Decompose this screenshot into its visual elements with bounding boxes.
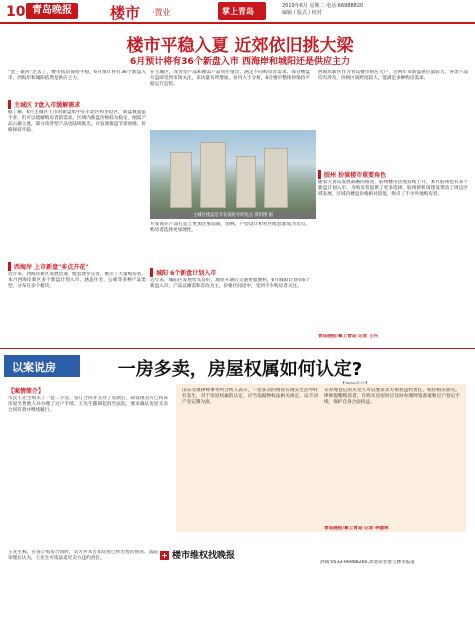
masthead <box>0 0 475 24</box>
footer-info: 热线:0532-66988260,欢迎读者参与楼市报道 <box>320 560 415 565</box>
case-badge <box>4 355 80 377</box>
article-column-3: 在主城区，改善型产品和刚需产品同步推出，满足不同购房者需求。部分楼盘开盘即受到市场关注，来访量有所增加。业内人士分析，6月楼市整体将保持平稳运行态势。 <box>150 70 310 87</box>
paper-logo: 青岛晚报 <box>26 3 78 19</box>
article-column-6: 西海岸新区作为青岛楼市供应大户，近两年来新盘供应量较大，各类产品均有涉及，价格区间跨度较大，能满足多种购房需求。 <box>318 70 468 81</box>
reporter-credit: 青岛晚报/掌上青岛 记者 王兴 <box>318 334 379 339</box>
lawyer-text-1: 山东文康律师事务所合伙人表示，一房多卖的情况在现实生活中时有发生，对于房屋权属的认定，应当依据物权法相关规定，以不动产登记簿为准。 <box>182 388 318 405</box>
lawyer-text-2: 未办理登记的买受人可以要求卖方承担违约责任，赔偿相应损失。律师提醒购房者，在购买房屋时应及时办理网签备案和过户登记手续，保护自身合法权益。 <box>324 388 460 405</box>
feature-headline: 一房多卖，房屋权属如何认定? <box>117 359 363 380</box>
building-shape <box>200 142 226 208</box>
article-column-4: 开发商在产品打造上更加注重品质，园林、户型设计和社区配套都成为卖点，购房者选择更加理性。 <box>150 222 310 233</box>
date-info <box>282 3 363 17</box>
app-label: 掌上青岛 <box>222 7 254 16</box>
section-heading-west-coast: 西海岸 上市新盘"多点开花" <box>8 262 88 271</box>
case-text: 市民王先生购买了一套二手房，签订合同并支付了房款后，却发现卖方已将该房屋另售他人并办理了过户手续。王先生随即起诉至法院，要求确认房屋买卖合同有效并继续履行。 <box>8 396 168 413</box>
sub-headline: 6月预计将有36个新盘入市 西海岸和城阳还是供应主力 <box>130 57 350 67</box>
photo-caption: 主城区楼盘是开发商抢夺的焦点 资料图 据 <box>150 212 316 219</box>
case-label: 【案情简介】 <box>8 388 45 395</box>
building-shape <box>170 152 192 208</box>
intro-paragraph: “金三银四”过去了，楼市依旧保持平稳，6月预计将有36个新盘入市，西海岸和城阳依然是供应主力。 <box>8 70 146 81</box>
section-title: 楼市 <box>110 4 141 22</box>
article-column-7: 随着大青岛发展战略的推进，胶州楼市热度持续上升，本月胶州也有多个新盘计划入市，为购房者提供了更多选择。胶州新机场建设带动了周边区域发展，区域内楼盘价格相对较低，吸引了不少外地购房者。 <box>318 180 468 197</box>
date-line: 2019年6月 星期二 电话:66988820 <box>282 3 364 9</box>
main-headline: 楼市平稳入夏 近郊依旧挑大梁 <box>126 36 354 56</box>
editor-line: 编辑 / 版式 / 校对 <box>282 10 322 16</box>
article-column-5: 近年来，城阳区发展势头良好，地铁开通后交通更加便利，6月城阳计划有6个新盘入市，产品以刚需和首改为主，价格区间适中，受到不少购房者关注。 <box>150 278 310 289</box>
building-shape <box>264 148 288 208</box>
case-badge-label: 以案说房 <box>12 361 56 374</box>
building-photo <box>150 130 316 212</box>
plus-icon: + <box>161 551 168 560</box>
section-subtitle: ·置业 <box>152 8 171 17</box>
app-badge <box>218 2 266 20</box>
building-shape <box>236 156 256 208</box>
feature-reporter: 青岛晚报/掌上青岛 记者 李德林 <box>324 526 389 531</box>
section-heading-chengyang: 城阳 6个新盘计划入市 <box>150 268 216 277</box>
hotline-title-text: 楼市维权找晚报 <box>172 551 236 561</box>
article-column-2: 近年来，西海岸新区发展迅速，配套逐步完善，吸引了大量购房者。本月西海岸新区多个新盘计划入市，涵盖住宅、公寓等多种产品类型，分布在多个板块。 <box>8 272 146 289</box>
page-number: 10 <box>6 4 26 20</box>
section-heading-main-district: 主城区 7盘入市缓解需求 <box>8 100 80 109</box>
hotline-title <box>160 548 235 561</box>
section-heading-jiaozhou: 胶州 扮演楼市重要角色 <box>318 170 386 179</box>
section-divider <box>0 348 475 349</box>
footer-left-text: 王先生称，在签订购房合同时，卖方并未告知房屋已经出售的情况。法院审理后认为，王先生可依法追究卖方违约责任。 <box>8 550 158 561</box>
article-column-1: 据了解，6月主城区上市的新盘集中在市北区和李沧区，新盘数量虽不多，但可以缓解购房者的需求。区域内新盘价格较为稳定，刚需产品占据主流，部分改善型产品也陆续推出。开发商推盘节奏放缓，价格保持平稳。 <box>8 110 146 133</box>
